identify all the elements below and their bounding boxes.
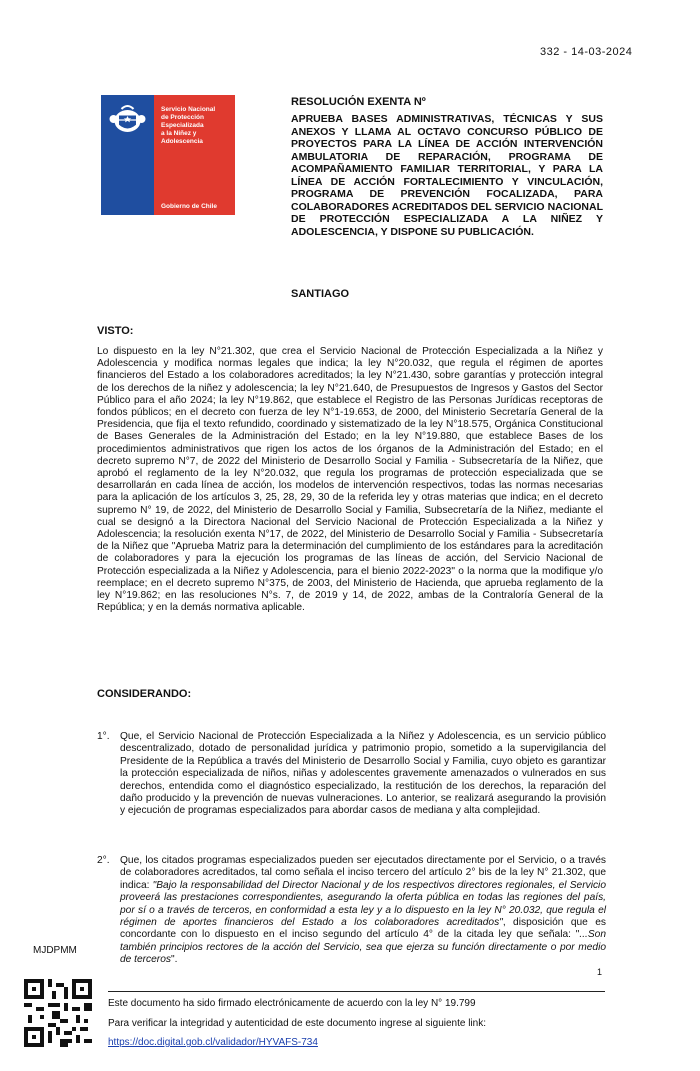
item-2-number: 2°. <box>97 855 110 866</box>
verification-link[interactable]: https://doc.digital.gob.cl/validador/HYVAFS-734 <box>108 1037 318 1048</box>
logo-line-1: Servicio Nacional <box>161 106 216 113</box>
considerando-heading: CONSIDERANDO: <box>97 688 192 700</box>
city-label: SANTIAGO <box>291 288 350 300</box>
page-mark: 1 <box>597 967 603 977</box>
initials-code: MJDPMM <box>33 945 77 956</box>
logo-gov-text: Gobierno de Chile <box>161 203 217 210</box>
item-2-quote: "Bajo la responsabilidad del Director Nacional y de los respectivos directores regionales, el Servicio proveerá las prestaciones correspondientes, asegurando la oferta pública en todas las regiones del país, por sí o a través de terceros, en conformidad a esta ley y a lo dispuesto en la ley N° 20.032, que regula el régimen de aportes financieros del Estado a los colaboradores acreditados" <box>120 879 606 929</box>
footer-divider <box>108 991 605 992</box>
logo-line-3: Especializada <box>161 122 204 129</box>
resolution-summary: APRUEBA BASES ADMINISTRATIVAS, TÉCNICAS Y SUS ANEXOS Y LLAMA AL OCTAVO CONCURSO PÚBLICO DE PROYECTOS PARA LA LÍNEA DE ACCIÓN INTERVENCIÓN AMBULATORIA DE REPARACIÓN, PROGRAMA DE ACOMPAÑAMIENTO FAMILIAR TERRITORIAL, Y PARA LA LÍNEA DE ACCIÓN FORTALECIMIENTO Y VINCULACIÓN, PROGRAMA DE PREVENCIÓN FOCALIZADA, PARA COLABORADORES ACREDITADOS DEL SERVICIO NACIONAL DE PROTECCIÓN ESPECIALIZADA A LA NIÑEZ Y ADOLESCENCIA, Y DISPONE SU PUBLICACIÓN. <box>291 113 603 238</box>
item-2-part-c: ". <box>170 954 178 966</box>
item-2-part-a: Que, los citados programas especializados pueden ser ejecutados directamente por el Servicio, o a través de colaboradores acreditados, tal como señala el inciso tercero del artículo 2° bis de la ley N° 21.302, que indica: <box>120 855 606 891</box>
item-2-text <box>120 855 606 967</box>
institution-logo <box>101 95 235 215</box>
resolution-title: RESOLUCIÓN EXENTA Nº <box>291 96 426 108</box>
qr-code[interactable] <box>24 979 92 1047</box>
item-1-text: Que, el Servicio Nacional de Protección Especializada a la Niñez y Adolescencia, es un servicio público descentralizado, dotado de personalidad jurídica y patrimonio propio, sometido a la supervigilancia del Presidente de la República a través del Ministerio de Desarrollo Social y Familia, cuyo objeto es garantizar la protección especializada de niños, niñas y adolescentes gravemente amenazados o vulnerados en sus derechos, entendida como el diagnóstico especializado, la restitución de los derechos, la reparación del daño producido y la prevención de nuevas vulneraciones. Lo anterior, se realizará asegurando la provisión y ejecución de programas especializados para abordar casos de mediana y alta complejidad. <box>120 731 606 817</box>
item-2-quote-2: ...Son también principios rectores de la acción del Servicio, sea que ejerza su función directamente o por medio de terceros <box>120 929 606 966</box>
document-number-date: 332 - 14-03-2024 <box>540 46 633 58</box>
logo-line-4: a la Niñez y <box>161 130 197 137</box>
verification-notice: Para verificar la integridad y autenticidad de este documento ingrese al siguiente link: <box>108 1018 486 1029</box>
logo-line-5: Adolescencia <box>161 138 203 145</box>
visto-paragraph: Lo dispuesto en la ley N°21.302, que crea el Servicio Nacional de Protección Especializada a la Niñez y Adolescencia y modifica normas legales que indica; la ley N°20.032, que regula el régimen de aportes financieros del Estado a los colaboradores acreditados; la ley N°21.430, sobre garantías y protección integral de los derechos de la niñez y adolescencia; la ley N°21.640, de Presupuestos de Ingresos y Gastos del Sector Público para el año 2024; la ley N°19.862, que establece el Registro de las Personas Jurídicas receptoras de fondos públicos; en el decreto con fuerza de ley N°1-19.653, de 2000, del Ministerio Secretaría General de la Presidencia, que fija el texto refundido, coordinado y sistematizado de la ley N°18.575, Orgánica Constitucional de Bases Generales de la Administración del Estado; en la ley N°19.880, que establece Bases de los procedimientos administrativos que rigen los actos de los órganos de la Administración del Estado; en el decreto supremo N°7, de 2022 del Ministerio de Desarrollo Social y Familia - Subsecretaría de la Niñez, que aprobó el reglamento de la ley N°20.032, que regula los programas de protección especializada que se desarrollarán en cada línea de acción, los modelos de intervención respectivos, todas las normas necesarias para la aplicación de los artículos 3, 25, 28, 29, 30 de la referida ley y otras materias que indica; en el decreto supremo N° 19, de 2022, del Ministerio de Desarrollo Social y Familia, Subsecretaría de la Niñez, mediante el cual se designó a la Directora Nacional del Servicio Nacional de Protección Especializada a la Niñez y Adolescencia; la resolución exenta N°17, de 2022, del Ministerio de Desarrollo Social y Familia - Subsecretaría de la Niñez que "Aprueba Matriz para la determinación del cumplimiento de los estándares para la acreditación de colaboradores y para la ejecución los programas de las líneas de acción, del Servicio Nacional de Protección especializada a la Niñez y Adolescencia, para el bienio 2022-2023" o la norma que la modifique y/o reemplace; en el decreto supremo N°375, de 2003, del Ministerio de Hacienda, que aprueba reglamento de la ley N°19.862; en las resoluciones N°s. 7, de 2019 y 14, de 2022, ambas de la Contraloría General de la República; y en la demás normativa aplicable. <box>97 346 603 614</box>
visto-heading: VISTO: <box>97 325 134 337</box>
signature-notice: Este documento ha sido firmado electrónicamente de acuerdo con la ley N° 19.799 <box>108 998 476 1009</box>
logo-line-2: de Protección <box>161 114 204 121</box>
item-1-number: 1°. <box>97 731 110 742</box>
item-2-part-b: , disposición que es concordante con lo dispuesto en el inciso segundo del artículo 4° de la citada ley que señala: " <box>120 917 606 941</box>
